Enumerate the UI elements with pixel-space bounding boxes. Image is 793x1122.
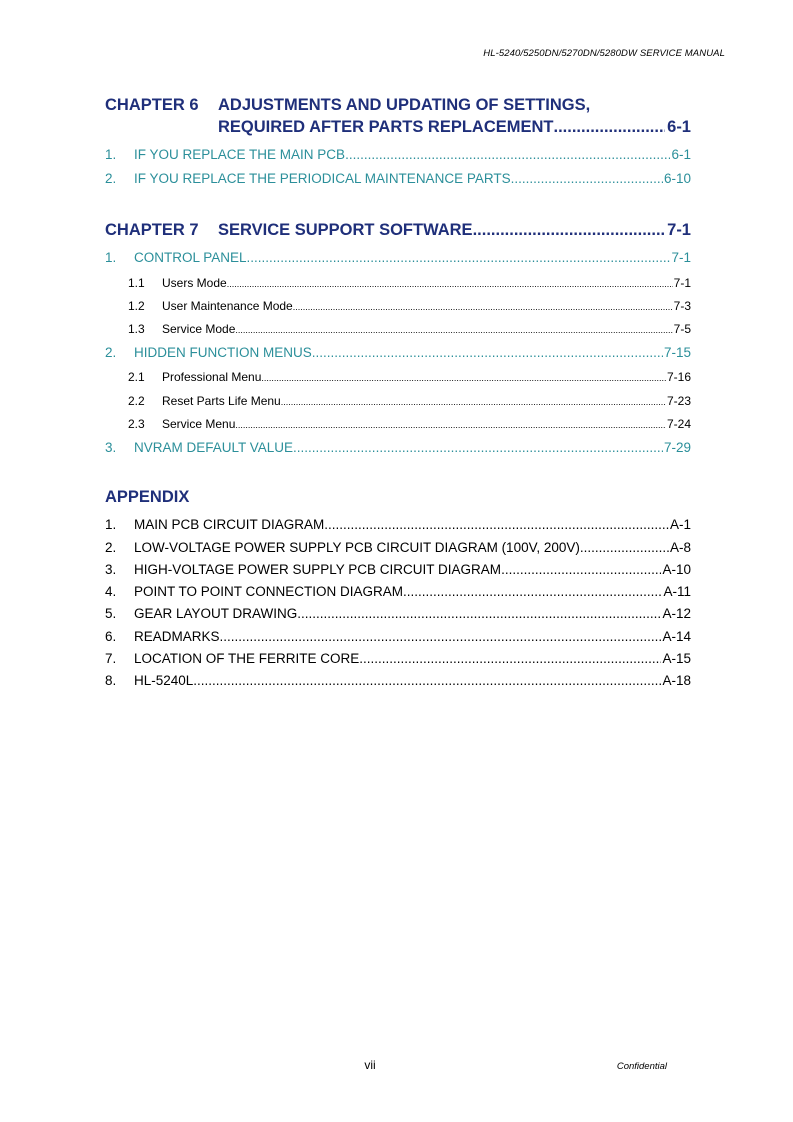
dot-leader xyxy=(473,219,666,241)
dot-leader xyxy=(511,171,663,187)
subentry-title: Service Mode xyxy=(162,322,236,336)
confidential-label: Confidential xyxy=(616,1061,667,1072)
entry-number: 1. xyxy=(105,147,117,162)
dot-leader xyxy=(312,345,663,361)
running-header: HL-5240/5250DN/5270DN/5280DW SERVICE MANUAL xyxy=(483,48,725,59)
subentry-number: 2.1 xyxy=(128,370,145,384)
entry-number: 8. xyxy=(105,673,117,688)
entry-number: 7. xyxy=(105,651,117,666)
entry-title: HIDDEN FUNCTION MENUS xyxy=(134,345,312,360)
toc-subentry-1-3[interactable] xyxy=(128,322,691,337)
subentry-number: 2.3 xyxy=(128,417,145,431)
entry-title: NVRAM DEFAULT VALUE xyxy=(134,440,294,455)
entry-title: LOW-VOLTAGE POWER SUPPLY PCB CIRCUIT DIAGRAM (100V, 200V) xyxy=(134,540,580,555)
subentry-page: 7-1 xyxy=(673,276,691,290)
entry-title: LOCATION OF THE FERRITE CORE xyxy=(134,651,360,666)
chapter-7-label: CHAPTER 7 xyxy=(105,221,199,239)
toc-subentry-1-1[interactable] xyxy=(128,276,691,291)
entry-page: A-14 xyxy=(662,629,691,644)
subentry-number: 2.2 xyxy=(128,394,145,408)
subentry-page: 7-3 xyxy=(673,299,691,313)
entry-page: 6-10 xyxy=(663,171,691,186)
dot-leader xyxy=(580,540,669,556)
entry-page: 7-15 xyxy=(663,345,691,360)
entry-number: 5. xyxy=(105,606,117,621)
dot-leader xyxy=(247,250,671,266)
dot-leader xyxy=(220,629,662,645)
entry-title: IF YOU REPLACE THE MAIN PCB xyxy=(134,147,346,162)
dot-leader xyxy=(261,371,666,385)
subentry-page: 7-16 xyxy=(666,370,691,384)
entry-number: 1. xyxy=(105,517,117,532)
chapter-6-title-line2: REQUIRED AFTER PARTS REPLACEMENT xyxy=(218,118,554,136)
toc-subentry-2-3[interactable] xyxy=(128,417,691,432)
entry-number: 2. xyxy=(105,540,117,555)
chapter-6-heading[interactable] xyxy=(105,94,691,138)
entry-number: 1. xyxy=(105,250,117,265)
dot-leader xyxy=(235,418,666,432)
subentry-page: 7-24 xyxy=(666,417,691,431)
dot-leader xyxy=(345,147,670,163)
subentry-number: 1.3 xyxy=(128,322,145,336)
entry-number: 2. xyxy=(105,345,117,360)
toc-subentry-2-1[interactable] xyxy=(128,370,691,385)
subentry-title: Professional Menu xyxy=(162,370,262,384)
entry-title: HIGH-VOLTAGE POWER SUPPLY PCB CIRCUIT DIAGRAM xyxy=(134,562,502,577)
dot-leader xyxy=(501,562,661,578)
appendix-heading: APPENDIX xyxy=(105,488,190,506)
entry-page: 7-1 xyxy=(671,250,691,265)
appendix-entry-1[interactable] xyxy=(105,517,691,533)
entry-page: A-8 xyxy=(669,540,691,555)
dot-leader xyxy=(324,517,669,533)
chapter-6-label: CHAPTER 6 xyxy=(105,96,199,114)
entry-number: 4. xyxy=(105,584,117,599)
subentry-title: Service Menu xyxy=(162,417,236,431)
chapter-7-title: SERVICE SUPPORT SOFTWARE xyxy=(218,221,473,239)
entry-page: A-18 xyxy=(662,673,691,688)
toc-entry-6-1[interactable] xyxy=(105,147,691,163)
subentry-title: Users Mode xyxy=(162,276,227,290)
entry-number: 3. xyxy=(105,440,117,455)
chapter-6-page: 6-1 xyxy=(667,118,691,136)
entry-number: 2. xyxy=(105,171,117,186)
dot-leader xyxy=(554,116,666,138)
dot-leader xyxy=(293,440,663,456)
appendix-entry-4[interactable] xyxy=(105,584,691,600)
chapter-7-page: 7-1 xyxy=(667,221,691,239)
dot-leader xyxy=(235,323,672,337)
dot-leader xyxy=(297,606,661,622)
entry-title: MAIN PCB CIRCUIT DIAGRAM xyxy=(134,517,325,532)
toc-subentry-2-2[interactable] xyxy=(128,394,691,409)
toc-entry-7-2[interactable] xyxy=(105,345,691,361)
subentry-title: Reset Parts Life Menu xyxy=(162,394,281,408)
entry-number: 6. xyxy=(105,629,117,644)
dot-leader xyxy=(359,651,661,667)
toc-subentry-1-2[interactable] xyxy=(128,299,691,314)
entry-page: 6-1 xyxy=(671,147,691,162)
subentry-title: User Maintenance Mode xyxy=(162,299,293,313)
appendix-entry-2[interactable] xyxy=(105,540,691,556)
entry-page: A-12 xyxy=(662,606,691,621)
toc-entry-7-3[interactable] xyxy=(105,440,691,456)
entry-title: IF YOU REPLACE THE PERIODICAL MAINTENANCE PARTS xyxy=(134,171,511,186)
entry-page: 7-29 xyxy=(663,440,691,455)
dot-leader xyxy=(193,673,661,689)
toc-entry-6-2[interactable] xyxy=(105,171,691,187)
entry-page: A-1 xyxy=(669,517,691,532)
entry-title: POINT TO POINT CONNECTION DIAGRAM xyxy=(134,584,404,599)
dot-leader xyxy=(281,395,666,409)
entry-page: A-11 xyxy=(663,584,691,599)
chapter-7-heading[interactable] xyxy=(105,219,691,241)
toc-entry-7-1[interactable] xyxy=(105,250,691,266)
entry-title: HL-5240L xyxy=(134,673,194,688)
appendix-entry-7[interactable] xyxy=(105,651,691,667)
entry-number: 3. xyxy=(105,562,117,577)
subentry-page: 7-23 xyxy=(666,394,691,408)
entry-page: A-15 xyxy=(662,651,691,666)
entry-title: GEAR LAYOUT DRAWING xyxy=(134,606,298,621)
page-number: vii xyxy=(364,1058,376,1072)
subentry-page: 7-5 xyxy=(673,322,691,336)
chapter-6-title-line1: ADJUSTMENTS AND UPDATING OF SETTINGS, xyxy=(218,96,591,114)
dot-leader xyxy=(227,277,673,291)
dot-leader xyxy=(293,300,673,314)
entry-title: READMARKS xyxy=(134,629,220,644)
subentry-number: 1.1 xyxy=(128,276,145,290)
appendix-entry-5[interactable] xyxy=(105,606,691,622)
entry-title: CONTROL PANEL xyxy=(134,250,247,265)
entry-page: A-10 xyxy=(662,562,691,577)
subentry-number: 1.2 xyxy=(128,299,145,313)
appendix-entry-3[interactable] xyxy=(105,562,691,578)
appendix-entry-8[interactable] xyxy=(105,673,691,689)
dot-leader xyxy=(403,584,662,600)
appendix-entry-6[interactable] xyxy=(105,629,691,645)
